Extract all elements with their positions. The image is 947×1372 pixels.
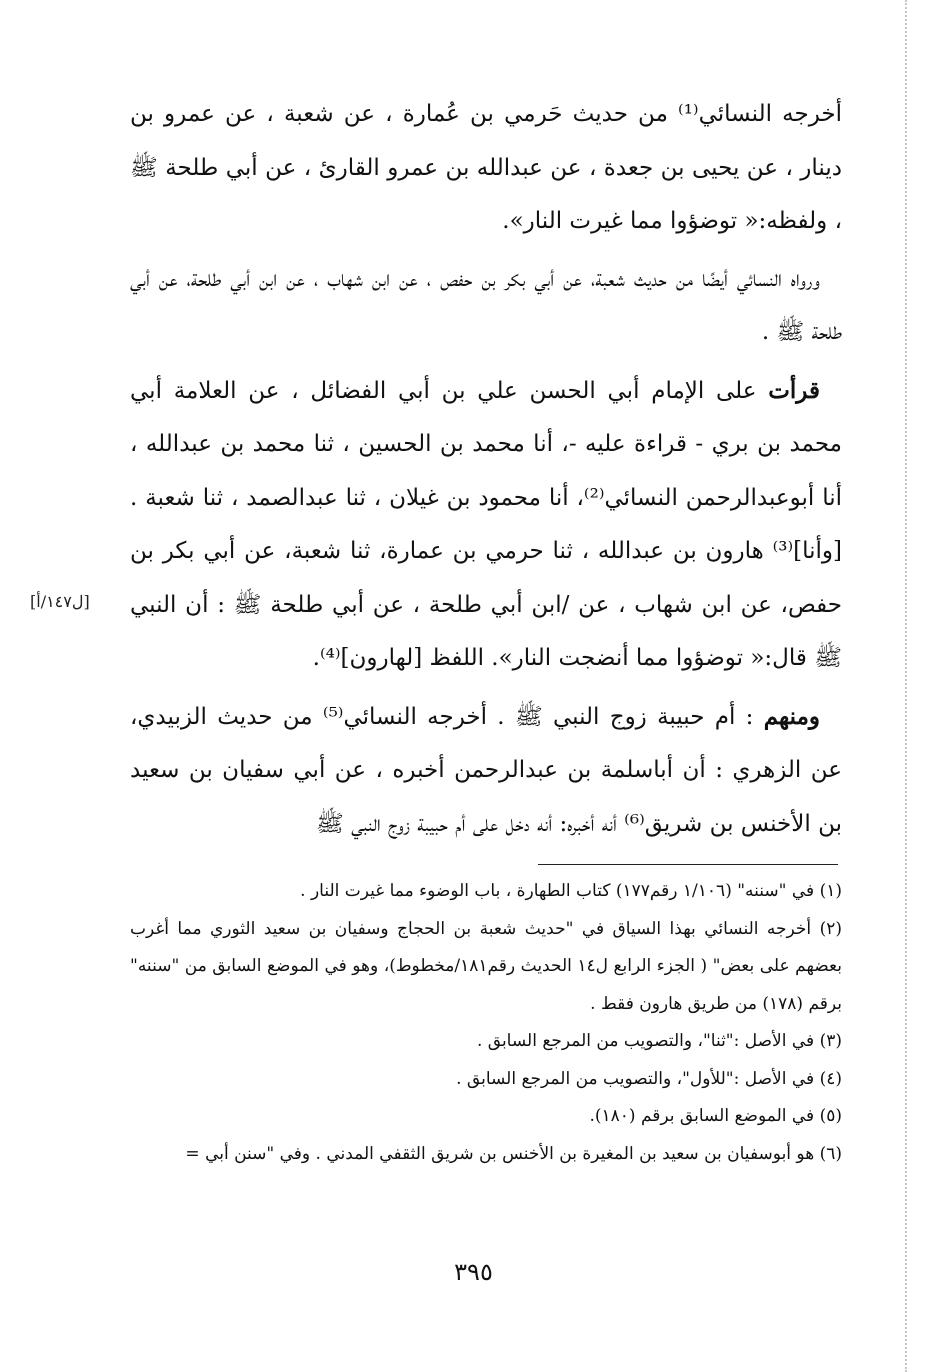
scan-edge-dots bbox=[905, 0, 907, 1372]
paragraph-3-lead: قرأت bbox=[768, 376, 820, 404]
paragraph-4-lead: ومنهم bbox=[763, 702, 820, 730]
footnote-separator bbox=[538, 864, 838, 865]
paragraph-3 bbox=[130, 364, 842, 686]
footnote-3: (٣) في الأصل :"ثنا"، والتصويب من المرجع السابق . bbox=[476, 1031, 842, 1051]
paragraph-2-text: ورواه النسائي أيضًا من حديث شعبة، عن أبي بكر بن حفص ، عن ابن شهاب ، عن ابن أبي طلحة، عن أبي طلحة ﷺ . bbox=[130, 265, 842, 345]
main-text bbox=[130, 88, 842, 855]
footnote-4: (٤) في الأصل :"للأول"، والتصويب من المرجع السابق . bbox=[456, 1068, 842, 1089]
footnote-1: (١) في "سننه" (١/١٠٦ رقم١٧٧) كتاب الطهارة ، باب الوضوء مما غيرت النار . bbox=[300, 881, 842, 901]
footnote-2: (٢) أخرجه النسائي بهذا السياق في "حديث شعبة بن الحجاج وسفيان بن سعيد الثوري مما أغرب بعضهم على بعض" ( الجزء الرابع ل١٤ الحديث رقم١٨١/مخطوط)، وهو في الموضع السابق من "سننه" برقم (١٧٨) من طريق هارون فقط . bbox=[130, 918, 843, 1014]
page-number: ٣٩٥ bbox=[454, 1258, 493, 1286]
paragraph-2 bbox=[130, 253, 842, 360]
paragraph-4-text: : أم حبيبة زوج النبي ﷺ . أخرجه النسائي⁽⁵⁾ من حديث الزبيدي، عن الزهري : أن أباسلمة بن عبدالرحمن أخبره ، عن أبي سفيان بن سعيد بن الأخنس بن شريق⁽⁶⁾ أنه أخبره: أنه دخل على أم حبيبة زوج النبي ﷺ bbox=[130, 703, 842, 837]
paragraph-3-text: على الإمام أبي الحسن علي بن أبي الفضائل ، عن العلامة أبي محمد بن بري - قراءة عليه -، أنا محمد بن الحسين ، ثنا محمد بن عبدالله ، أنا أبوعبدالرحمن النسائي⁽²⁾، أنا محمود بن غيلان ، ثنا عبدالصمد ، ثنا شعبة . [وأنا]⁽³⁾ هارون بن عبدالله ، ثنا حرمي بن عمارة، ثنا شعبة، عن أبي بكر بن حفص، عن ابن شهاب ، عن /ابن أبي طلحة ، عن أبي طلحة ﷺ : أن النبي ﷺ قال:« توضؤوا مما أنضجت النار». اللفظ [لهارون]⁽⁴⁾. bbox=[130, 377, 842, 671]
paragraph-1 bbox=[130, 88, 842, 249]
paragraph-4 bbox=[130, 690, 842, 852]
footnotes bbox=[130, 873, 842, 1173]
margin-folio-reference: [ل١٤٧/أ] bbox=[30, 592, 90, 611]
footnote-6: (٦) هو أبوسفيان بن سعيد بن المغيرة بن الأخنس بن شريق الثقفي المدني . وفي "سنن أبي = bbox=[185, 1143, 842, 1164]
footnote-5: (٥) في الموضع السابق برقم (١٨٠). bbox=[589, 1106, 842, 1126]
paragraph-1-text: أخرجه النسائي⁽¹⁾ من حديث حَرمي بن عُمارة ، عن شعبة ، عن عمرو بن دينار ، عن يحيى بن جعدة ، عن عبدالله بن عمرو القارئ ، عن أبي طلحة ﷺ ، ولفظه:« توضؤوا مما غيرت النار». bbox=[130, 101, 843, 234]
